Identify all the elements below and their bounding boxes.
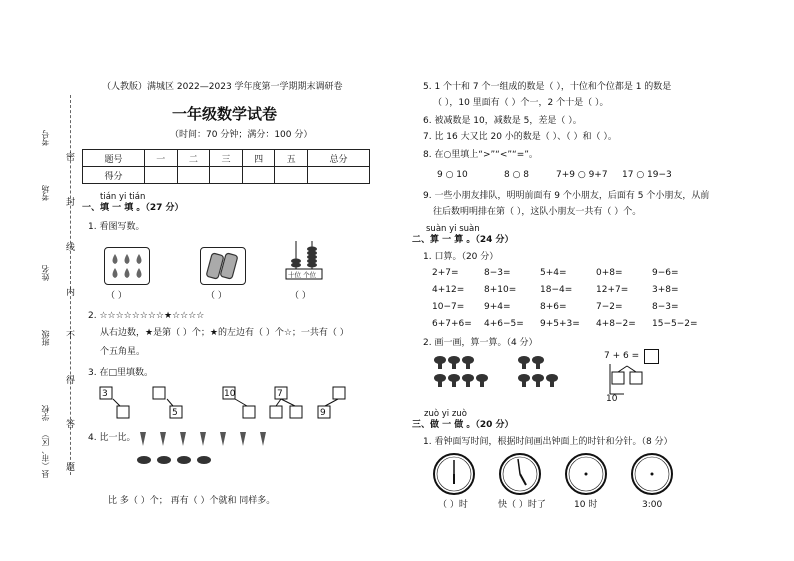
question-2-stars: 2. ☆☆☆☆☆☆☆☆★☆☆☆☆ bbox=[88, 311, 205, 321]
question-2-line2: 个五角星。 bbox=[100, 347, 146, 357]
clock-label: 10 时 bbox=[574, 500, 598, 510]
split-number: 7 bbox=[277, 389, 283, 399]
label-exam-room: 考场 bbox=[41, 185, 50, 201]
label-class: 班级 bbox=[41, 330, 50, 346]
split-number: 3 bbox=[102, 389, 108, 399]
calc-item[interactable]: 4+8−2= bbox=[596, 319, 636, 329]
draw-calc-subheading: 2. 画一画，算一算。（4 分） bbox=[423, 338, 538, 348]
score-table bbox=[82, 149, 370, 184]
score-header: 三 bbox=[210, 150, 243, 167]
answer-blank[interactable]: （ ） bbox=[106, 291, 127, 301]
clock-icon bbox=[498, 452, 542, 496]
split-number: 9 bbox=[320, 408, 326, 418]
score-header: 五 bbox=[275, 150, 308, 167]
calc-item[interactable]: 4+12= bbox=[432, 285, 465, 295]
question-9b: 往后数明明排在第（ ），这队小朋友一共有（ ）个。 bbox=[433, 207, 642, 217]
exam-title: 一年级数学试卷 bbox=[172, 105, 278, 123]
calc-item[interactable]: 8−3= bbox=[652, 302, 679, 312]
section-heading-3: 三、做 一 做 。（20 分） bbox=[412, 420, 514, 430]
question-5b: （ ），10 里面有（ ）个一，2 个十是（ ）。 bbox=[433, 98, 609, 108]
pinyin: zuò yi zuò bbox=[424, 409, 467, 419]
exam-subtitle: （人教版）满城区 2022—2023 学年度第一学期期末调研卷 bbox=[102, 82, 343, 92]
seal-char: 不 bbox=[66, 331, 76, 341]
score-cell[interactable] bbox=[275, 167, 308, 184]
calc-item[interactable]: 9−6= bbox=[652, 268, 679, 278]
label-exam-number: 考号 bbox=[41, 130, 50, 146]
question-8: 8. 在○里填上“>”“<”“=”。 bbox=[423, 150, 538, 160]
equation: 7 + 6 = bbox=[604, 351, 640, 361]
clock-icon bbox=[432, 452, 476, 496]
answer-box[interactable] bbox=[644, 349, 659, 364]
score-cell[interactable] bbox=[144, 167, 177, 184]
calc-item[interactable]: 2+7= bbox=[432, 268, 459, 278]
seal-char: 题 bbox=[66, 463, 76, 473]
stick-bundle-icon bbox=[201, 248, 245, 284]
score-cell[interactable] bbox=[210, 167, 243, 184]
score-header: 二 bbox=[177, 150, 210, 167]
question-1: 1. 看图写数。 bbox=[88, 222, 145, 232]
clock-label: 3:00 bbox=[642, 500, 663, 510]
clock-label[interactable]: （ ）时 bbox=[438, 500, 468, 510]
seal-char: 得 bbox=[66, 376, 76, 386]
seal-char: 答 bbox=[66, 420, 76, 430]
compare-item[interactable]: 17 ○ 19−3 bbox=[622, 170, 672, 180]
seal-char: 内 bbox=[66, 288, 76, 298]
question-6: 6. 被减数是 10，减数是 5，差是（ ）。 bbox=[423, 116, 582, 126]
score-header: 四 bbox=[242, 150, 275, 167]
question-4-line: 比 多（ ）个； 再有（ ）个就和 同样多。 bbox=[108, 496, 276, 506]
clock-label[interactable]: 快（ ）时了 bbox=[498, 500, 546, 510]
question-4: 4. 比一比。 bbox=[88, 433, 136, 443]
calc-item[interactable]: 9+5+3= bbox=[540, 319, 580, 329]
compare-item[interactable]: 8 ○ 8 bbox=[504, 170, 530, 180]
score-cell[interactable] bbox=[177, 167, 210, 184]
label-school: 学校 bbox=[41, 405, 50, 421]
water-drops-picture bbox=[104, 247, 150, 285]
section-heading-2: 二、算 一 算 。（24 分） bbox=[412, 235, 514, 245]
score-header: 一 bbox=[144, 150, 177, 167]
compare-item[interactable]: 9 ○ 10 bbox=[437, 170, 468, 180]
calc-item[interactable]: 5+4= bbox=[540, 268, 567, 278]
answer-blank[interactable]: （ ） bbox=[290, 291, 311, 301]
calc-item[interactable]: 9+4= bbox=[484, 302, 511, 312]
score-cell[interactable] bbox=[307, 167, 369, 184]
calc-subheading: 1. 口算。（20 分） bbox=[423, 252, 499, 262]
calc-item[interactable]: 12+7= bbox=[596, 285, 629, 295]
label-name: 姓名 bbox=[41, 265, 50, 281]
split-number: 5 bbox=[172, 408, 178, 418]
clock-icon bbox=[630, 452, 674, 496]
question-2-line1: 从右边数，★是第（ ）个；★的左边有（ ）个☆；一共有（ ） bbox=[100, 328, 349, 338]
section-heading-1: 一、填 一 填 。（27 分） bbox=[82, 203, 184, 213]
calc-item[interactable]: 4+6−5= bbox=[484, 319, 524, 329]
seal-char: 线 bbox=[66, 243, 76, 253]
calc-item[interactable]: 8+10= bbox=[484, 285, 517, 295]
calc-item[interactable]: 10−7= bbox=[432, 302, 465, 312]
calc-item[interactable]: 8−3= bbox=[484, 268, 511, 278]
score-header: 总分 bbox=[307, 150, 369, 167]
clock-icon bbox=[564, 452, 608, 496]
label-district: 县（市、区） bbox=[41, 430, 50, 478]
abacus-label: 十位 个位 bbox=[288, 271, 317, 279]
ten-label: 10 bbox=[606, 394, 618, 404]
clock-subheading: 1. 看钟面写时间，根据时间画出钟面上的时针和分针。（8 分） bbox=[423, 437, 673, 447]
exam-info: （时间：70 分钟；满分：100 分） bbox=[170, 130, 313, 140]
carrots-and-mushrooms bbox=[132, 428, 272, 472]
pinyin: tián yi tián bbox=[100, 192, 146, 202]
question-7: 7. 比 16 大又比 20 小的数是（ ）、（ ）和（ ）。 bbox=[423, 132, 617, 142]
question-9a: 9. 一些小朋友排队，明明前面有 9 个小朋友，后面有 5 个小朋友，从前 bbox=[423, 191, 710, 201]
drops-icon bbox=[105, 248, 149, 284]
calc-item[interactable]: 0+8= bbox=[596, 268, 623, 278]
calc-item[interactable]: 6+7+6= bbox=[432, 319, 472, 329]
compare-item[interactable]: 7+9 ○ 9+7 bbox=[556, 170, 608, 180]
seal-char: 封 bbox=[66, 198, 76, 208]
score-row-label: 得分 bbox=[83, 167, 145, 184]
split-number: 10 bbox=[224, 389, 236, 399]
pinyin: suàn yi suàn bbox=[426, 224, 480, 234]
sticks-picture bbox=[200, 247, 246, 285]
calc-item[interactable]: 7−2= bbox=[596, 302, 623, 312]
seal-char: 密 bbox=[66, 153, 76, 163]
calc-item[interactable]: 3+8= bbox=[652, 285, 679, 295]
calc-item[interactable]: 18−4= bbox=[540, 285, 573, 295]
calc-item[interactable]: 15−5−2= bbox=[652, 319, 698, 329]
mushroom-groups bbox=[432, 354, 582, 394]
score-header: 题号 bbox=[83, 150, 145, 167]
calc-item[interactable]: 8+6= bbox=[540, 302, 567, 312]
question-3: 3. 在□里填数。 bbox=[88, 368, 153, 378]
answer-blank[interactable]: （ ） bbox=[206, 291, 227, 301]
score-cell[interactable] bbox=[242, 167, 275, 184]
question-5a: 5. 1 个十和 7 个一组成的数是（ ），十位和个位都是 1 的数是 bbox=[423, 82, 672, 92]
